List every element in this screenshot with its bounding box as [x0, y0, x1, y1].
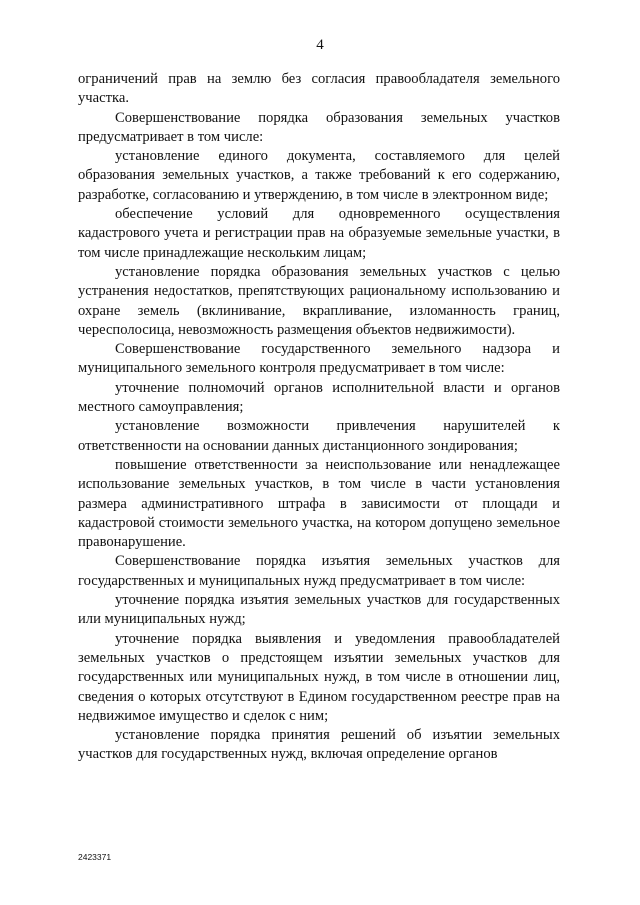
paragraph: установление возможности привлечения нарушителей к ответственности на основании данных дистанционного зондирования;: [78, 418, 560, 454]
document-id: 2423371: [78, 852, 112, 862]
paragraph: Совершенствование государственного земельного надзора и муниципального земельного контроля предусматривает в том числе:: [78, 341, 560, 377]
paragraph: установление порядка образования земельных участков с целью устранения недостатков, препятствующих рациональному использованию и охране земель (вклинивание, вкрапливание, изломанность границ, чересполосица, невозможность размещения объектов недвижимости).: [78, 263, 560, 338]
paragraph: уточнение порядка изъятия земельных участков для государственных или муниципальных нужд;: [78, 592, 560, 628]
paragraph: установление единого документа, составляемого для целей образования земельных участков, а также требований к его содержанию, разработке, согласованию и утверждению, в том числе в электронном виде;: [78, 148, 560, 203]
page-number: 4: [316, 37, 324, 53]
paragraph: уточнение порядка выявления и уведомления правообладателей земельных участков о предстоящем изъятии земельных участков для государственных или муниципальных нужд, в том числе в отношении лиц, сведения о которых отсутствуют в Едином государственном реестре прав на недвижимое имущество и сделок с ним;: [78, 630, 560, 724]
paragraph: ограничений прав на землю без согласия правообладателя земельного участка.: [78, 71, 560, 107]
paragraph: Совершенствование порядка изъятия земельных участков для государственных и муниципальных нужд предусматривает в том числе:: [78, 553, 560, 589]
paragraph: установление порядка принятия решений об изъятии земельных участков для государственных нужд, включая определение органов: [78, 727, 560, 763]
document-body: [78, 70, 560, 765]
paragraph: обеспечение условий для одновременного осуществления кадастрового учета и регистрации прав на образуемые земельные участки, в том числе принадлежащие нескольким лицам;: [78, 206, 560, 261]
paragraph: Совершенствование порядка образования земельных участков предусматривает в том числе:: [78, 109, 560, 145]
paragraph: уточнение полномочий органов исполнительной власти и органов местного самоуправления;: [78, 379, 560, 416]
paragraph: повышение ответственности за неиспользование или ненадлежащее использование земельных участков, в том числе в части установления размера административного штрафа в зависимости от площади и кадастровой стоимости земельного участка, на котором допущено земельное правонарушение.: [78, 456, 560, 551]
